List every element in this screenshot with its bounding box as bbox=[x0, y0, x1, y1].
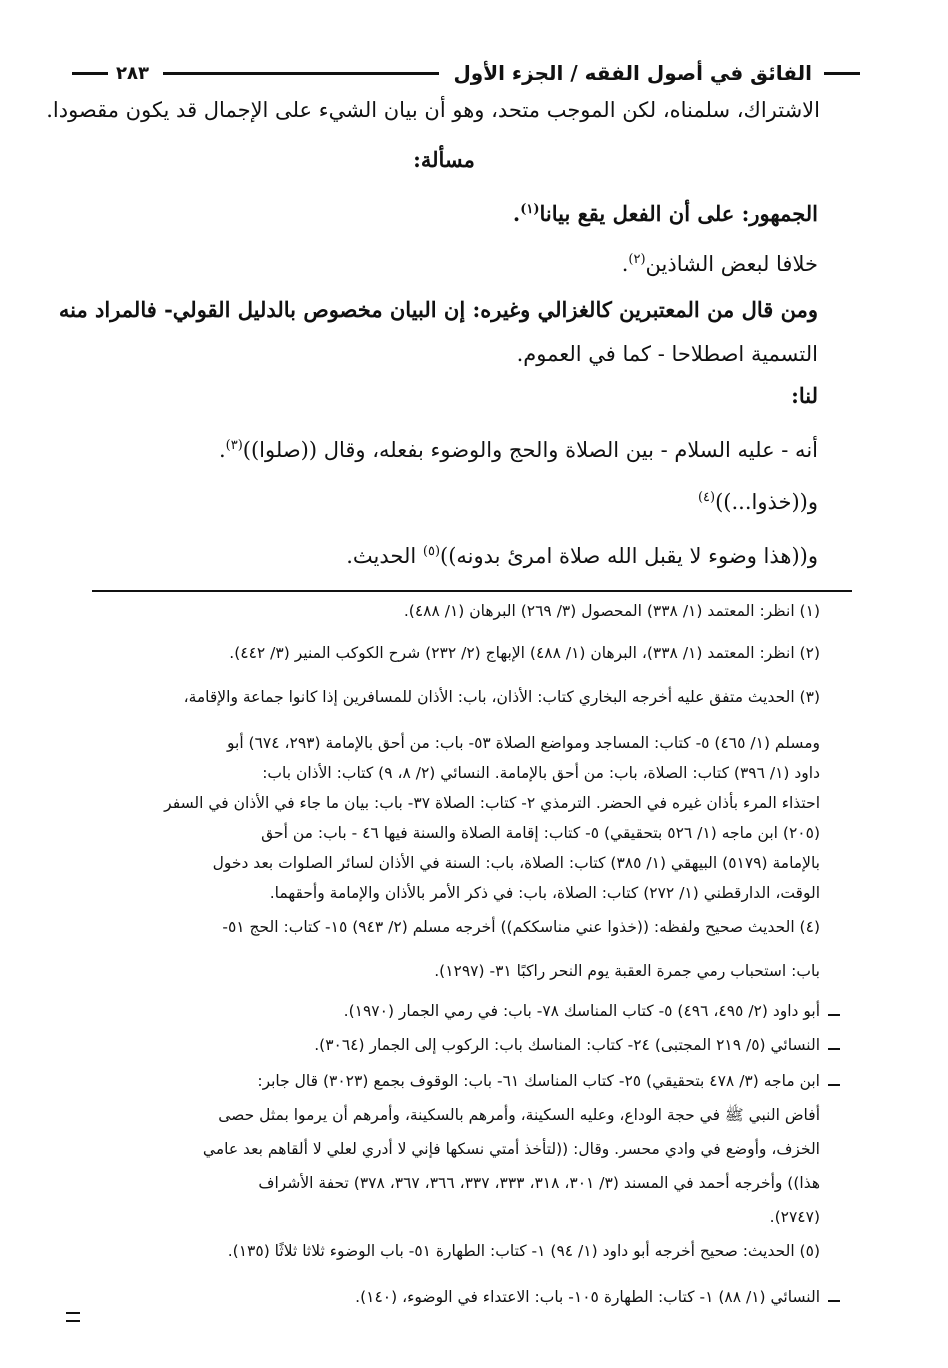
footnote-2: (٢) انظر: المعتمد (١/ ٣٣٨)، البرهان (١/ ٤٨٨) الإبهاج (٢/ ٢٣٢) شرح الكوكب المنير (٣/ ٤٤٢). bbox=[229, 644, 820, 662]
footnote-separator bbox=[92, 590, 852, 592]
list-bullet bbox=[828, 1048, 840, 1050]
footnote-3-line: بالإمامة (٥١٧٩) البيهقي (١/ ٣٨٥) كتاب: الصلاة، باب: السنة في الأذان لسائر الصلوات بعد دخول bbox=[212, 854, 820, 872]
body-line: التسمية اصطلاحا - كما في العموم. bbox=[516, 342, 818, 366]
page-end-mark bbox=[66, 1312, 80, 1322]
body-line bbox=[90, 538, 818, 570]
body-text-segment: خلافا لبعض الشاذين bbox=[645, 252, 818, 276]
footnote-4-line: النسائي (٥/ ٢١٩ المجتبى) ٢٤- كتاب: المناسك باب: الركوب إلى الجمار (٣٠٦٤). bbox=[314, 1036, 820, 1054]
footnote-ref[interactable]: (١) bbox=[520, 202, 540, 217]
body-line: أنه - عليه السلام - بين الصلاة والحج والوضوء بفعله، وقال ((صلوا))$^{(٣)}$. bbox=[218, 438, 818, 462]
footnote-ref[interactable]: (٥) bbox=[422, 544, 441, 559]
book-title: الفائق في أصول الفقه / الجزء الأول bbox=[453, 61, 812, 85]
footnote-4-line: هذا)) وأخرجه أحمد في المسند (٣/ ٣٠١، ٣١٨، ٣٣٣، ٣٣٧، ٣٦٦، ٣٦٧، ٣٧٨) تحفة الأشراف bbox=[258, 1174, 820, 1192]
footnote-4-line: ابن ماجه (٣/ ٤٧٨ بتحقيقي) ٢٥- كتاب المناسك ٦١- باب: الوقوف بجمع (٣٠٢٣) قال جابر: bbox=[257, 1072, 820, 1090]
footnote-4-line: أبو داود (٢/ ٤٩٥، ٤٩٦) ٥- كتاب المناسك ٧٨- باب: في رمي الجمار (١٩٧٠). bbox=[343, 1002, 820, 1020]
body-line: خلافا لبعض الشاذين$^{(٢)}$. bbox=[621, 252, 818, 276]
header-dash-end bbox=[72, 72, 108, 75]
body-text-segment: الحديث. bbox=[346, 544, 417, 568]
list-bullet bbox=[828, 1084, 840, 1086]
body-text-segment: و((هذا وضوء لا يقبل الله صلاة امرئ بدونه)) bbox=[440, 544, 818, 568]
footnote-4-line: (٤) الحديث صحيح ولفظه: ((خذوا عني مناسككم)) أخرجه مسلم (٢/ ٩٤٣) ١٥- كتاب: الحج ٥١- bbox=[222, 918, 820, 936]
footnote-5-line: (٥) الحديث: صحيح أخرجه أبو داود (١/ ٩٤) ١- كتاب: الطهارة ٥١- باب الوضوء ثلاثا ثلاثًا (١٣٥). bbox=[227, 1242, 820, 1260]
body-text-segment: أنه - عليه السلام - بين الصلاة والحج والوضوء بفعله، وقال ((صلوا)) bbox=[242, 438, 818, 462]
footnote-1: (١) انظر: المعتمد (١/ ٣٣٨) المحصول (٣/ ٢٦٩) البرهان (١/ ٤٨٨). bbox=[403, 602, 820, 620]
body-line: الاشتراك، سلمناه، لكن الموجب متحد، وهو أن بيان الشيء على الإجمال قد يكون مقصودا. bbox=[46, 98, 820, 122]
body-line: الجمهور: على أن الفعل يقع بيانا$^{(١)}$. bbox=[512, 201, 818, 226]
footnote-5-line: النسائي (١/ ٨٨) ١- كتاب: الطهارة ١٠٥- باب: الاعتداء في الوضوء، (١٤٠). bbox=[355, 1288, 820, 1306]
footnote-ref[interactable]: (٢) bbox=[628, 252, 646, 267]
body-text-segment: الجمهور: على أن الفعل يقع بيانا bbox=[539, 201, 818, 226]
footnote-4-line: الخزف، وأوضع في وادي محسر. وقال: ((لتأخذ أمتي نسكها فإني لا أدري لعلي لا ألقاهم بعد عامي bbox=[202, 1140, 820, 1158]
footnote-ref[interactable]: (٣) bbox=[225, 438, 243, 453]
footnote-3-line: ومسلم (١/ ٤٦٥) ٥- كتاب: المساجد ومواضع الصلاة ٥٣- باب: من أحق بالإمامة (٢٩٣، ٦٧٤) أبو bbox=[227, 734, 820, 752]
header-rule bbox=[163, 72, 439, 75]
running-header bbox=[72, 56, 860, 90]
footnote-4-line: أفاض النبي ﷺ في حجة الوداع، وعليه السكينة، وأمرهم بالسكينة، وأمرهم أن يرموا بمثل حصى bbox=[218, 1106, 820, 1124]
body-line bbox=[90, 484, 818, 516]
footnote-3-line: (٢٠٥) ابن ماجه (١/ ٥٢٦ بتحقيقي) ٥- كتاب: إقامة الصلاة والسنة فيها ٤٦ - باب: من أحق bbox=[261, 824, 820, 842]
body-line: ومن قال من المعتبرين كالغزالي وغيره: إن البيان مخصوص بالدليل القولي- فالمراد منه bbox=[58, 297, 818, 322]
footnote-4-line: (٢٧٤٧). bbox=[769, 1208, 820, 1226]
page-number: ٢٨٣ bbox=[116, 62, 149, 84]
header-dash bbox=[824, 72, 860, 75]
footnote-4-line: باب: استحباب رمي جمرة العقبة يوم النحر راكبًا ٣١- (١٢٩٧). bbox=[434, 962, 820, 980]
body-line: لنا: bbox=[791, 383, 818, 408]
footnote-3-line: احتذاء المرء بأذان غيره في الحضر. الترمذي ٢- كتاب: الصلاة ٣٧- باب: بيان ما جاء في الأذان في السفر bbox=[164, 794, 820, 812]
list-bullet bbox=[828, 1014, 840, 1016]
footnote-ref[interactable]: (٤) bbox=[697, 490, 716, 505]
list-bullet bbox=[828, 1300, 840, 1302]
footnote-3-line: داود (١/ ٣٩٦) كتاب: الصلاة، باب: من أحق بالإمامة. النسائي (٢/ ٨، ٩) كتاب: الأذان باب: bbox=[262, 764, 820, 782]
section-heading: مسألة: bbox=[413, 147, 475, 172]
body-text-segment: و((خذوا...)) bbox=[715, 490, 818, 514]
footnote-3-line: (٣) الحديث متفق عليه أخرجه البخاري كتاب: الأذان، باب: الأذان للمسافرين إذا كانوا جماعة والإقامة، bbox=[183, 688, 820, 706]
footnote-3-line: الوقت، الدارقطني (١/ ٢٧٢) كتاب: الصلاة، باب: في ذكر الأمر بالأذان والإمامة وأحقهما. bbox=[269, 884, 820, 902]
